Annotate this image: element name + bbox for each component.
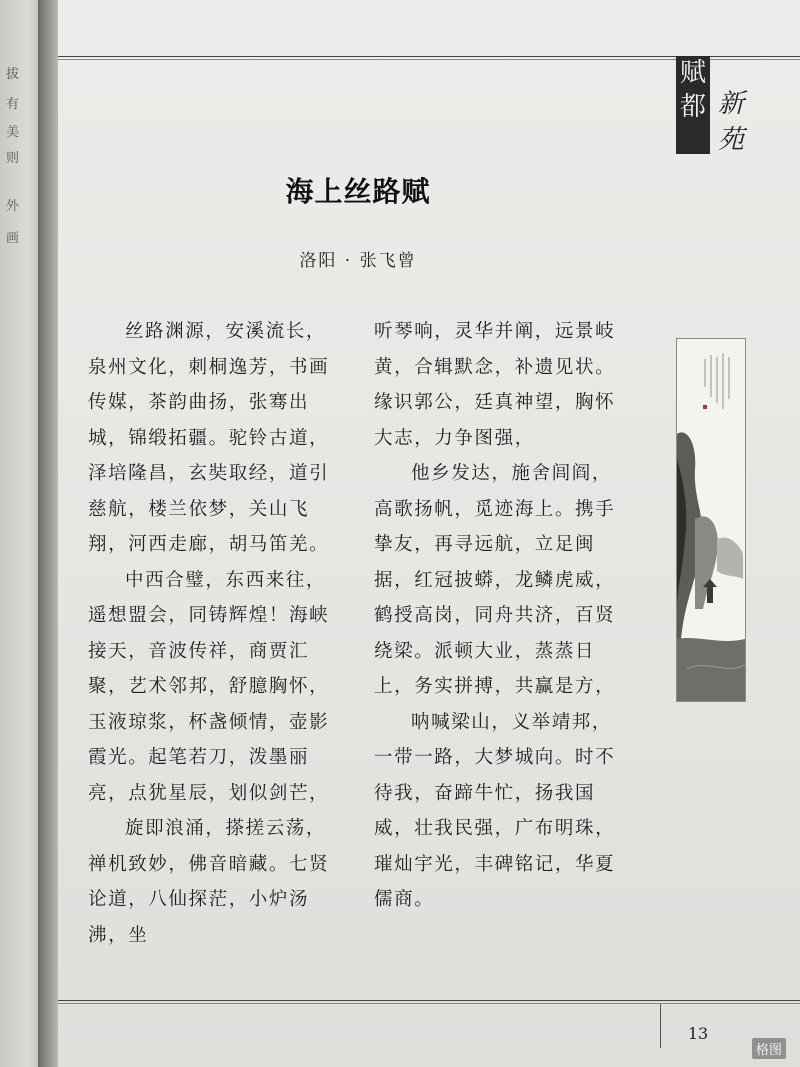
facing-page-char: 画 bbox=[6, 231, 20, 246]
column-badge bbox=[676, 56, 710, 154]
facing-page-char: 拔 bbox=[6, 67, 20, 82]
text-column-left bbox=[88, 314, 332, 953]
page-number-divider bbox=[660, 1004, 661, 1048]
magazine-page bbox=[58, 0, 800, 1067]
badge-char: 苑 bbox=[717, 125, 744, 155]
facing-page-char: 有 bbox=[6, 97, 20, 112]
text-column-right bbox=[374, 314, 618, 918]
facing-page-char: 则 bbox=[6, 151, 20, 166]
landscape-painting bbox=[676, 338, 746, 702]
paragraph: 丝路渊源，安溪流长，泉州文化，刺桐逸芳，书画传媒，茶韵曲扬，张骞出城，锦缎拓疆。驼铃古道，泽培隆昌，玄奘取经，道引慈航，楼兰依梦，关山飞翔，河西走廊，胡马笛羌。 bbox=[88, 321, 330, 555]
paragraph: 中西合璧，东西来往，遥想盟会，同铸辉煌！海峡接天，音波传祥，商贾汇聚，艺术邻邦，舒臆胸怀，玉液琼浆，杯盏倾情，壶影霞光。起笔若刀，泼墨丽亮，点犹星辰，划似剑芒， bbox=[88, 569, 330, 804]
badge-char: 新 bbox=[717, 89, 744, 119]
paragraph: 旋即浪涌，搽搓云荡，禅机致妙，佛音暗藏。七贤论道，八仙探茫，小炉汤沸，坐 bbox=[88, 818, 330, 946]
paragraph: 他乡发达，施舍闾阎，高歌扬帆，觅迹海上。携手挚友，再寻远航，立足闽据，红冠披蟒，龙鳞虎威，鹤授高岗，同舟共济，百贤绕梁。派顿大业，蒸蒸日上，务实拼搏，共赢是方， bbox=[374, 463, 616, 697]
facing-page-char: 外 bbox=[6, 199, 20, 214]
footer-rule bbox=[58, 1000, 800, 1001]
paragraph-continued: 听琴响，灵华并阐，远景岐黄，合辑默念，补遗见状。缘识郭公，廷真神望，胸怀大志，力争图强， bbox=[374, 321, 616, 449]
badge-char: 都 bbox=[679, 92, 706, 122]
column-badge-subtitle bbox=[714, 86, 748, 158]
watermark: 格图 bbox=[752, 1038, 786, 1059]
article-author: 洛阳 · 张飞曾 bbox=[299, 251, 417, 271]
footer-rule-thin bbox=[58, 1003, 800, 1004]
paragraph: 呐喊梁山，义举靖邦，一带一路，大梦城向。时不待我，奋蹄牛忙，扬我国威，壮我民强，广布明珠，璀灿宇光，丰碑铭记，华夏儒商。 bbox=[374, 711, 616, 910]
page-number: 13 bbox=[687, 1024, 709, 1043]
facing-page-char: 美 bbox=[6, 125, 20, 140]
badge-char: 赋 bbox=[679, 58, 706, 88]
article-title: 海上丝路赋 bbox=[285, 175, 431, 208]
